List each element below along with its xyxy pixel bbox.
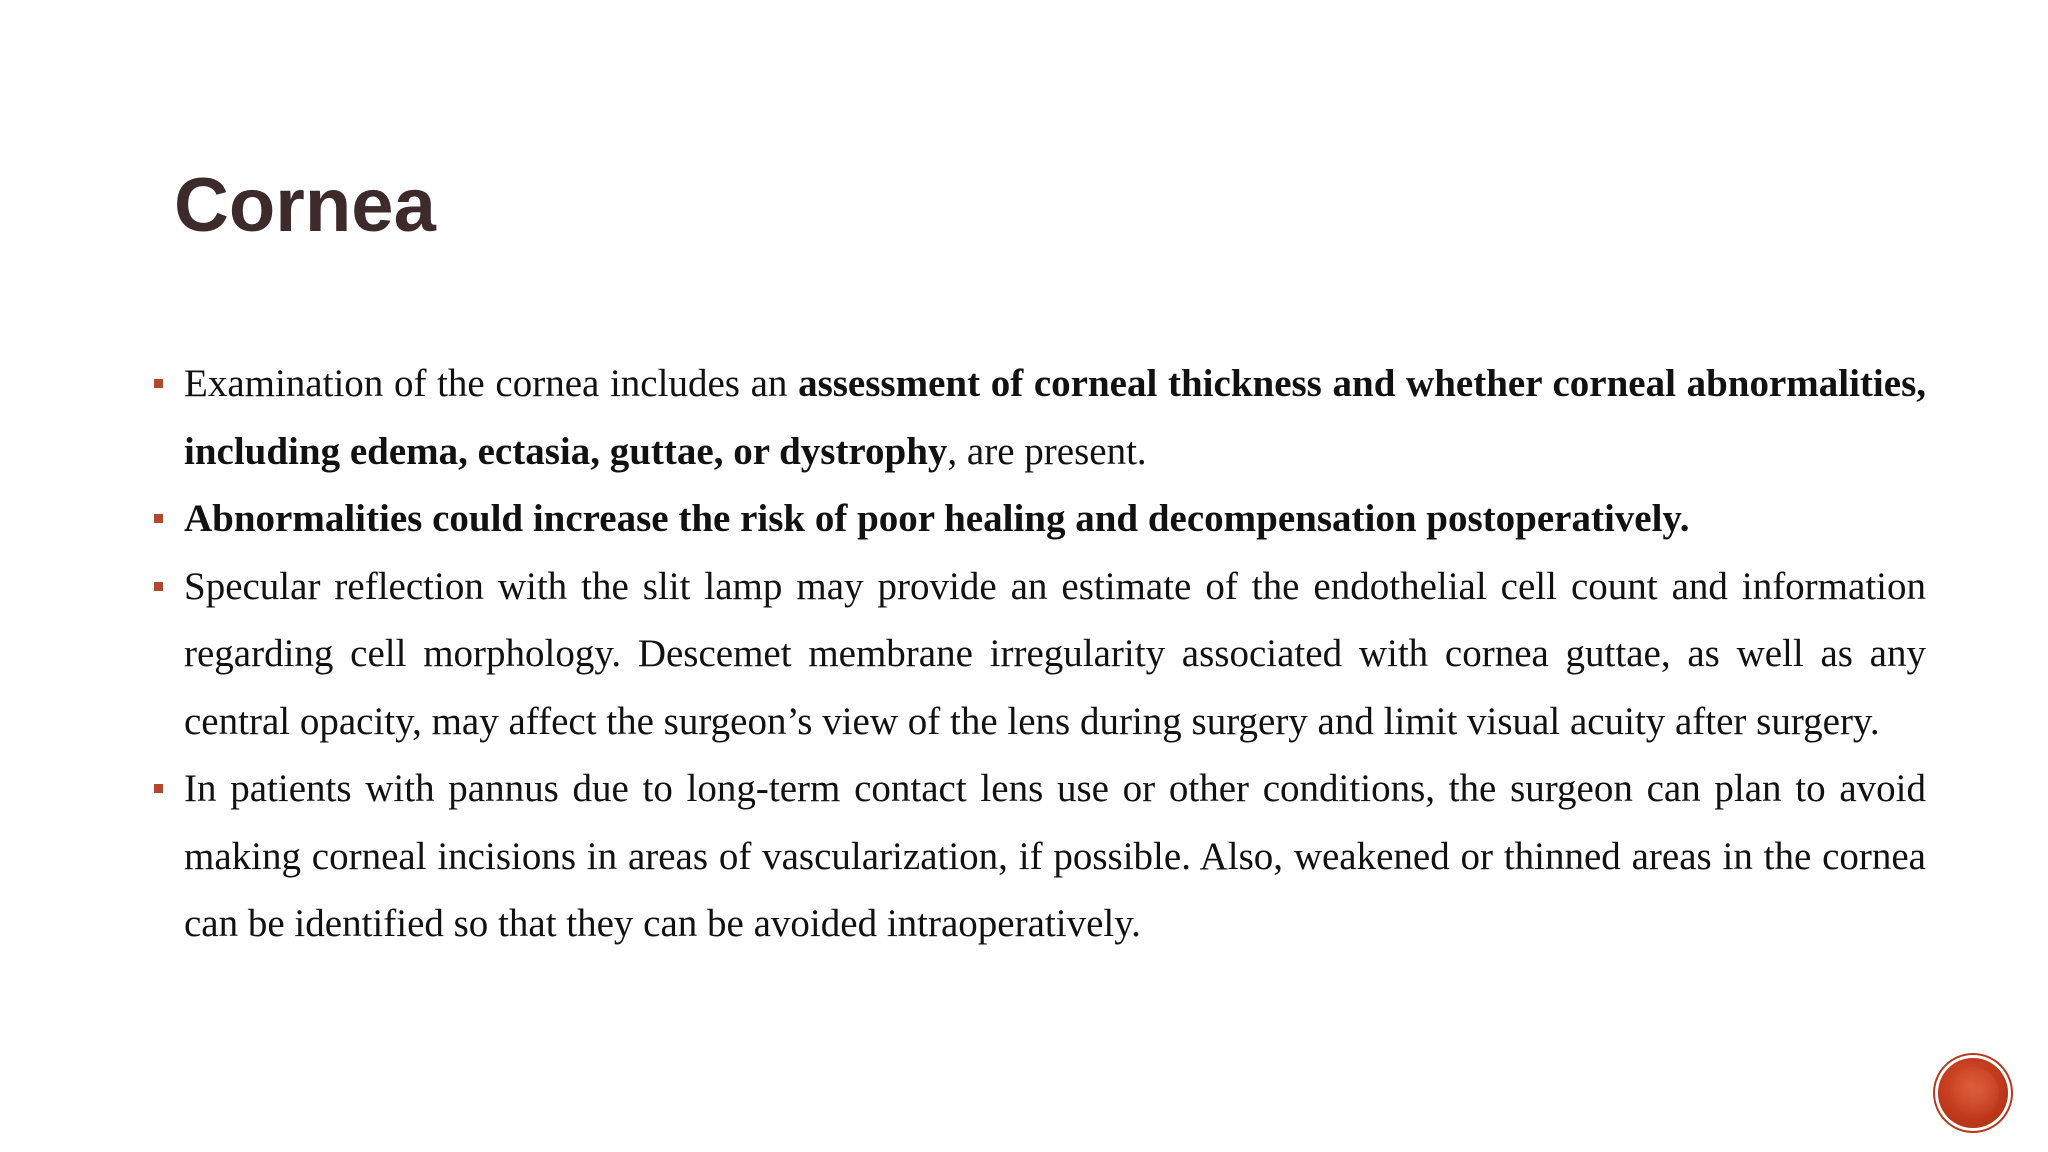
slide-title: Cornea bbox=[174, 163, 436, 248]
square-bullet-icon bbox=[154, 784, 163, 793]
bullet-item bbox=[146, 553, 1926, 756]
decorative-circle-texture bbox=[1947, 1067, 1999, 1119]
bullet-text-bold: assessment of corneal thickness and whether corneal abnormalities, including edema, ectasia, guttae, or dystrophy bbox=[184, 362, 1926, 473]
square-bullet-icon bbox=[154, 379, 163, 388]
bullet-text: In patients with pannus due to long-term contact lens use or other conditions, the surgeon can plan to avoid making corneal incisions in areas of vascularization, if possible. Also, weakened or thinned areas in the cornea can be identified so that they can be avoided intraoperatively. bbox=[184, 767, 1926, 945]
bullet-item bbox=[146, 485, 1926, 553]
bullet-item bbox=[146, 755, 1926, 958]
bullet-list bbox=[146, 350, 1926, 958]
bullet-text-bold: Abnormalities could increase the risk of poor healing and decompensation postoperatively. bbox=[184, 497, 1690, 540]
bullet-text: , are present. bbox=[947, 429, 1147, 473]
decorative-circle-icon bbox=[1938, 1058, 2008, 1128]
square-bullet-icon bbox=[154, 582, 163, 591]
square-bullet-icon bbox=[154, 514, 163, 523]
bullet-item bbox=[146, 350, 1926, 485]
bullet-text: Examination of the cornea includes an bbox=[184, 362, 799, 405]
bullet-text: Specular reflection with the slit lamp may provide an estimate of the endothelial cell count and information regarding cell morphology. Descemet membrane irregularity associated with cornea guttae, as well as any central opacity, may affect the surgeon’s view of the lens during surgery and limit visual acuity after surgery. bbox=[184, 564, 1926, 743]
